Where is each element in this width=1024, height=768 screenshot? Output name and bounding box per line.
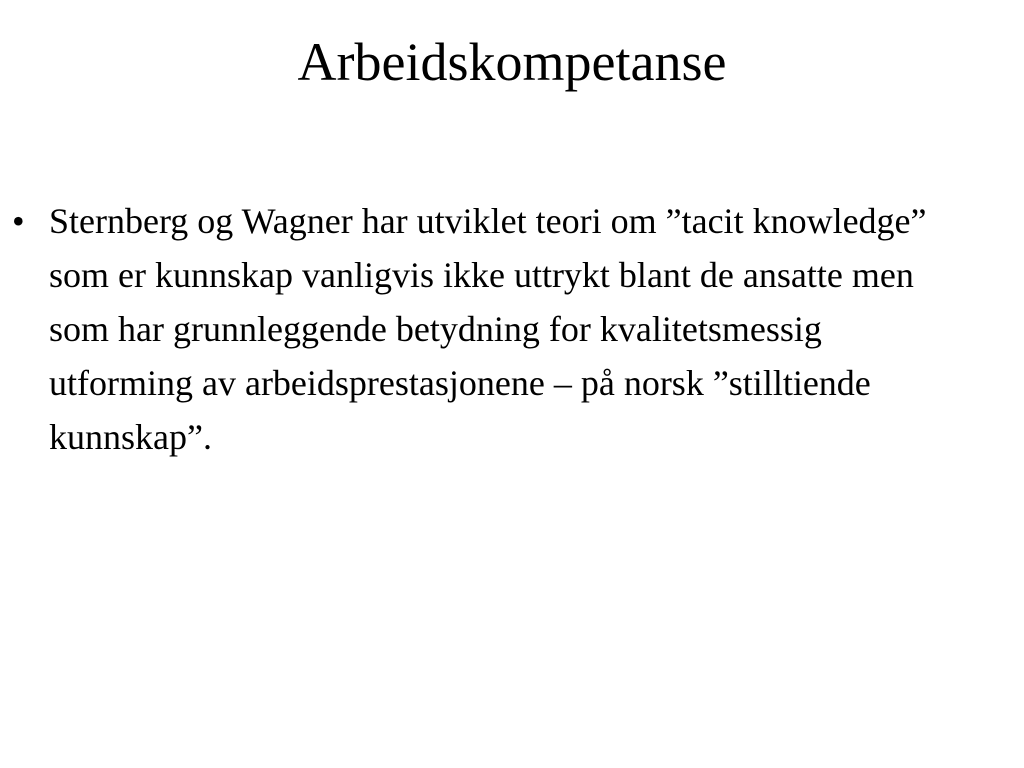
bullet-marker-icon: • [12,201,25,241]
bullet-list [0,194,1024,464]
slide-title: Arbeidskompetanse [297,32,727,92]
bullet-text: Sternberg og Wagner har utviklet teori om ”tacit knowledge” som er kunnskap vanligvis ikke uttrykt blant de ansatte men som har grunnleggende betydning for kvalitetsmessig utforming av arbeidsprestasjonene – på norsk ”stilltiende kunnskap”. [49,201,927,457]
bullet-item [0,194,1024,464]
